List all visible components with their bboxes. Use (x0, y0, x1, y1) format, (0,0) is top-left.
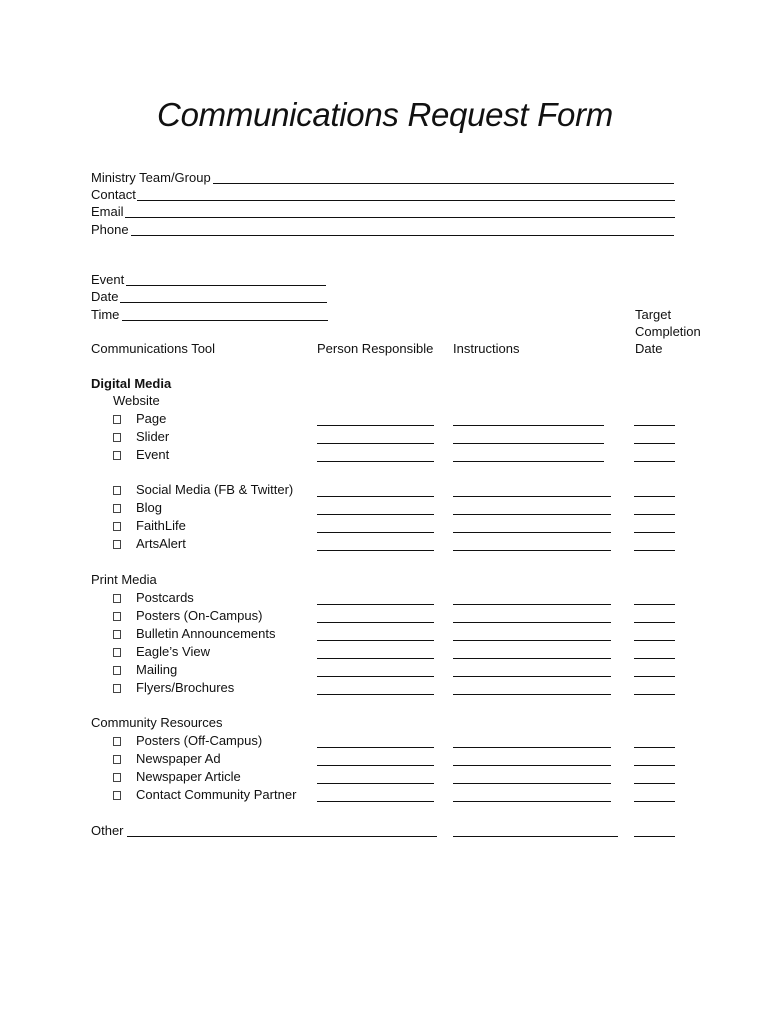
date-field[interactable] (120, 302, 327, 303)
artsalert-person-line[interactable] (317, 550, 434, 551)
postcards-checkbox[interactable] (113, 594, 121, 603)
flyers-instructions-line[interactable] (453, 694, 611, 695)
event-checkbox[interactable] (113, 451, 121, 460)
artsalert-label: ArtsAlert (136, 536, 186, 551)
mailing-checkbox[interactable] (113, 666, 121, 675)
event-instructions-line[interactable] (453, 461, 604, 462)
bulletin-date-line[interactable] (634, 640, 675, 641)
header-target: Target (635, 307, 672, 322)
blog-instructions-line[interactable] (453, 514, 611, 515)
artsalert-checkbox[interactable] (113, 540, 121, 549)
page-label: Page (136, 411, 167, 426)
blog-checkbox[interactable] (113, 504, 121, 513)
artsalert-instructions-line[interactable] (453, 550, 611, 551)
newspaper-article-label: Newspaper Article (136, 769, 241, 784)
eagles-view-instructions-line[interactable] (453, 658, 611, 659)
contact-field[interactable] (137, 200, 675, 201)
newspaper-ad-person-line[interactable] (317, 765, 434, 766)
header-communications-tool: Communications Tool (91, 341, 216, 356)
mailing-person-line[interactable] (317, 676, 434, 677)
mailing-date-line[interactable] (634, 676, 675, 677)
event-person-line[interactable] (317, 461, 434, 462)
community-partner-person-line[interactable] (317, 801, 434, 802)
community-partner-checkbox[interactable] (113, 791, 121, 800)
postcards-date-line[interactable] (634, 604, 675, 605)
posters-off-campus-checkbox[interactable] (113, 737, 121, 746)
community-partner-instructions-line[interactable] (453, 801, 611, 802)
section-print-media: Print Media (91, 572, 157, 587)
faithlife-person-line[interactable] (317, 532, 434, 533)
posters-on-campus-label: Posters (On-Campus) (136, 608, 263, 623)
other-field[interactable] (127, 836, 437, 837)
email-label: Email (91, 204, 124, 219)
blog-person-line[interactable] (317, 514, 434, 515)
newspaper-article-checkbox[interactable] (113, 773, 121, 782)
social-media-date-line[interactable] (634, 496, 675, 497)
postcards-label: Postcards (136, 590, 194, 605)
slider-label: Slider (136, 429, 170, 444)
time-label: Time (91, 307, 120, 322)
ministry-team-field[interactable] (213, 183, 674, 184)
phone-label: Phone (91, 222, 129, 237)
header-completion: Completion (635, 324, 701, 339)
eagles-view-date-line[interactable] (634, 658, 675, 659)
section-community-resources: Community Resources (91, 715, 223, 730)
phone-field[interactable] (131, 235, 674, 236)
social-media-label: Social Media (FB & Twitter) (136, 482, 294, 497)
faithlife-label: FaithLife (136, 518, 186, 533)
event-field[interactable] (126, 285, 326, 286)
event-item-label: Event (136, 447, 170, 462)
section-digital-media: Digital Media (91, 376, 172, 391)
mailing-label: Mailing (136, 662, 178, 677)
slider-date-line[interactable] (634, 443, 675, 444)
event-label: Event (91, 272, 125, 287)
faithlife-date-line[interactable] (634, 532, 675, 533)
time-field[interactable] (122, 320, 328, 321)
other-label: Other (91, 823, 124, 838)
page-instructions-line[interactable] (453, 425, 604, 426)
header-date: Date (635, 341, 663, 356)
social-media-person-line[interactable] (317, 496, 434, 497)
page-date-line[interactable] (634, 425, 675, 426)
header-instructions: Instructions (453, 341, 520, 356)
other-date-line[interactable] (634, 836, 675, 837)
posters-off-campus-instructions-line[interactable] (453, 747, 611, 748)
posters-on-campus-instructions-line[interactable] (453, 622, 611, 623)
other-instructions-line[interactable] (453, 836, 618, 837)
artsalert-date-line[interactable] (634, 550, 675, 551)
subsection-website: Website (113, 393, 160, 408)
postcards-person-line[interactable] (317, 604, 434, 605)
newspaper-ad-checkbox[interactable] (113, 755, 121, 764)
slider-instructions-line[interactable] (453, 443, 604, 444)
eagles-view-label: Eagle’s View (136, 644, 210, 659)
page-checkbox[interactable] (113, 415, 121, 424)
posters-on-campus-checkbox[interactable] (113, 612, 121, 621)
flyers-date-line[interactable] (634, 694, 675, 695)
eagles-view-checkbox[interactable] (113, 648, 121, 657)
community-partner-label: Contact Community Partner (136, 787, 297, 802)
mailing-instructions-line[interactable] (453, 676, 611, 677)
ministry-team-label: Ministry Team/Group (91, 170, 211, 185)
community-partner-date-line[interactable] (634, 801, 675, 802)
bulletin-person-line[interactable] (317, 640, 434, 641)
slider-checkbox[interactable] (113, 433, 121, 442)
header-person-responsible: Person Responsible (317, 341, 434, 356)
bulletin-instructions-line[interactable] (453, 640, 611, 641)
social-media-instructions-line[interactable] (453, 496, 611, 497)
newspaper-ad-instructions-line[interactable] (453, 765, 611, 766)
form-title: Communications Request Form (157, 96, 613, 133)
flyers-person-line[interactable] (317, 694, 434, 695)
blog-label: Blog (136, 500, 163, 515)
posters-off-campus-label: Posters (Off-Campus) (136, 733, 263, 748)
posters-on-campus-person-line[interactable] (317, 622, 434, 623)
slider-person-line[interactable] (317, 443, 434, 444)
flyers-label: Flyers/Brochures (136, 680, 235, 695)
postcards-instructions-line[interactable] (453, 604, 611, 605)
newspaper-article-date-line[interactable] (634, 783, 675, 784)
bulletin-label: Bulletin Announcements (136, 626, 276, 641)
page-person-line[interactable] (317, 425, 434, 426)
newspaper-article-instructions-line[interactable] (453, 783, 611, 784)
eagles-view-person-line[interactable] (317, 658, 434, 659)
bulletin-checkbox[interactable] (113, 630, 121, 639)
posters-on-campus-date-line[interactable] (634, 622, 675, 623)
date-label: Date (91, 289, 119, 304)
contact-label: Contact (91, 187, 136, 202)
posters-off-campus-person-line[interactable] (317, 747, 434, 748)
posters-off-campus-date-line[interactable] (634, 747, 675, 748)
flyers-checkbox[interactable] (113, 684, 121, 693)
newspaper-article-person-line[interactable] (317, 783, 434, 784)
social-media-checkbox[interactable] (113, 486, 121, 495)
blog-date-line[interactable] (634, 514, 675, 515)
newspaper-ad-date-line[interactable] (634, 765, 675, 766)
event-date-line[interactable] (634, 461, 675, 462)
email-field[interactable] (125, 217, 675, 218)
faithlife-checkbox[interactable] (113, 522, 121, 531)
faithlife-instructions-line[interactable] (453, 532, 611, 533)
newspaper-ad-label: Newspaper Ad (136, 751, 221, 766)
